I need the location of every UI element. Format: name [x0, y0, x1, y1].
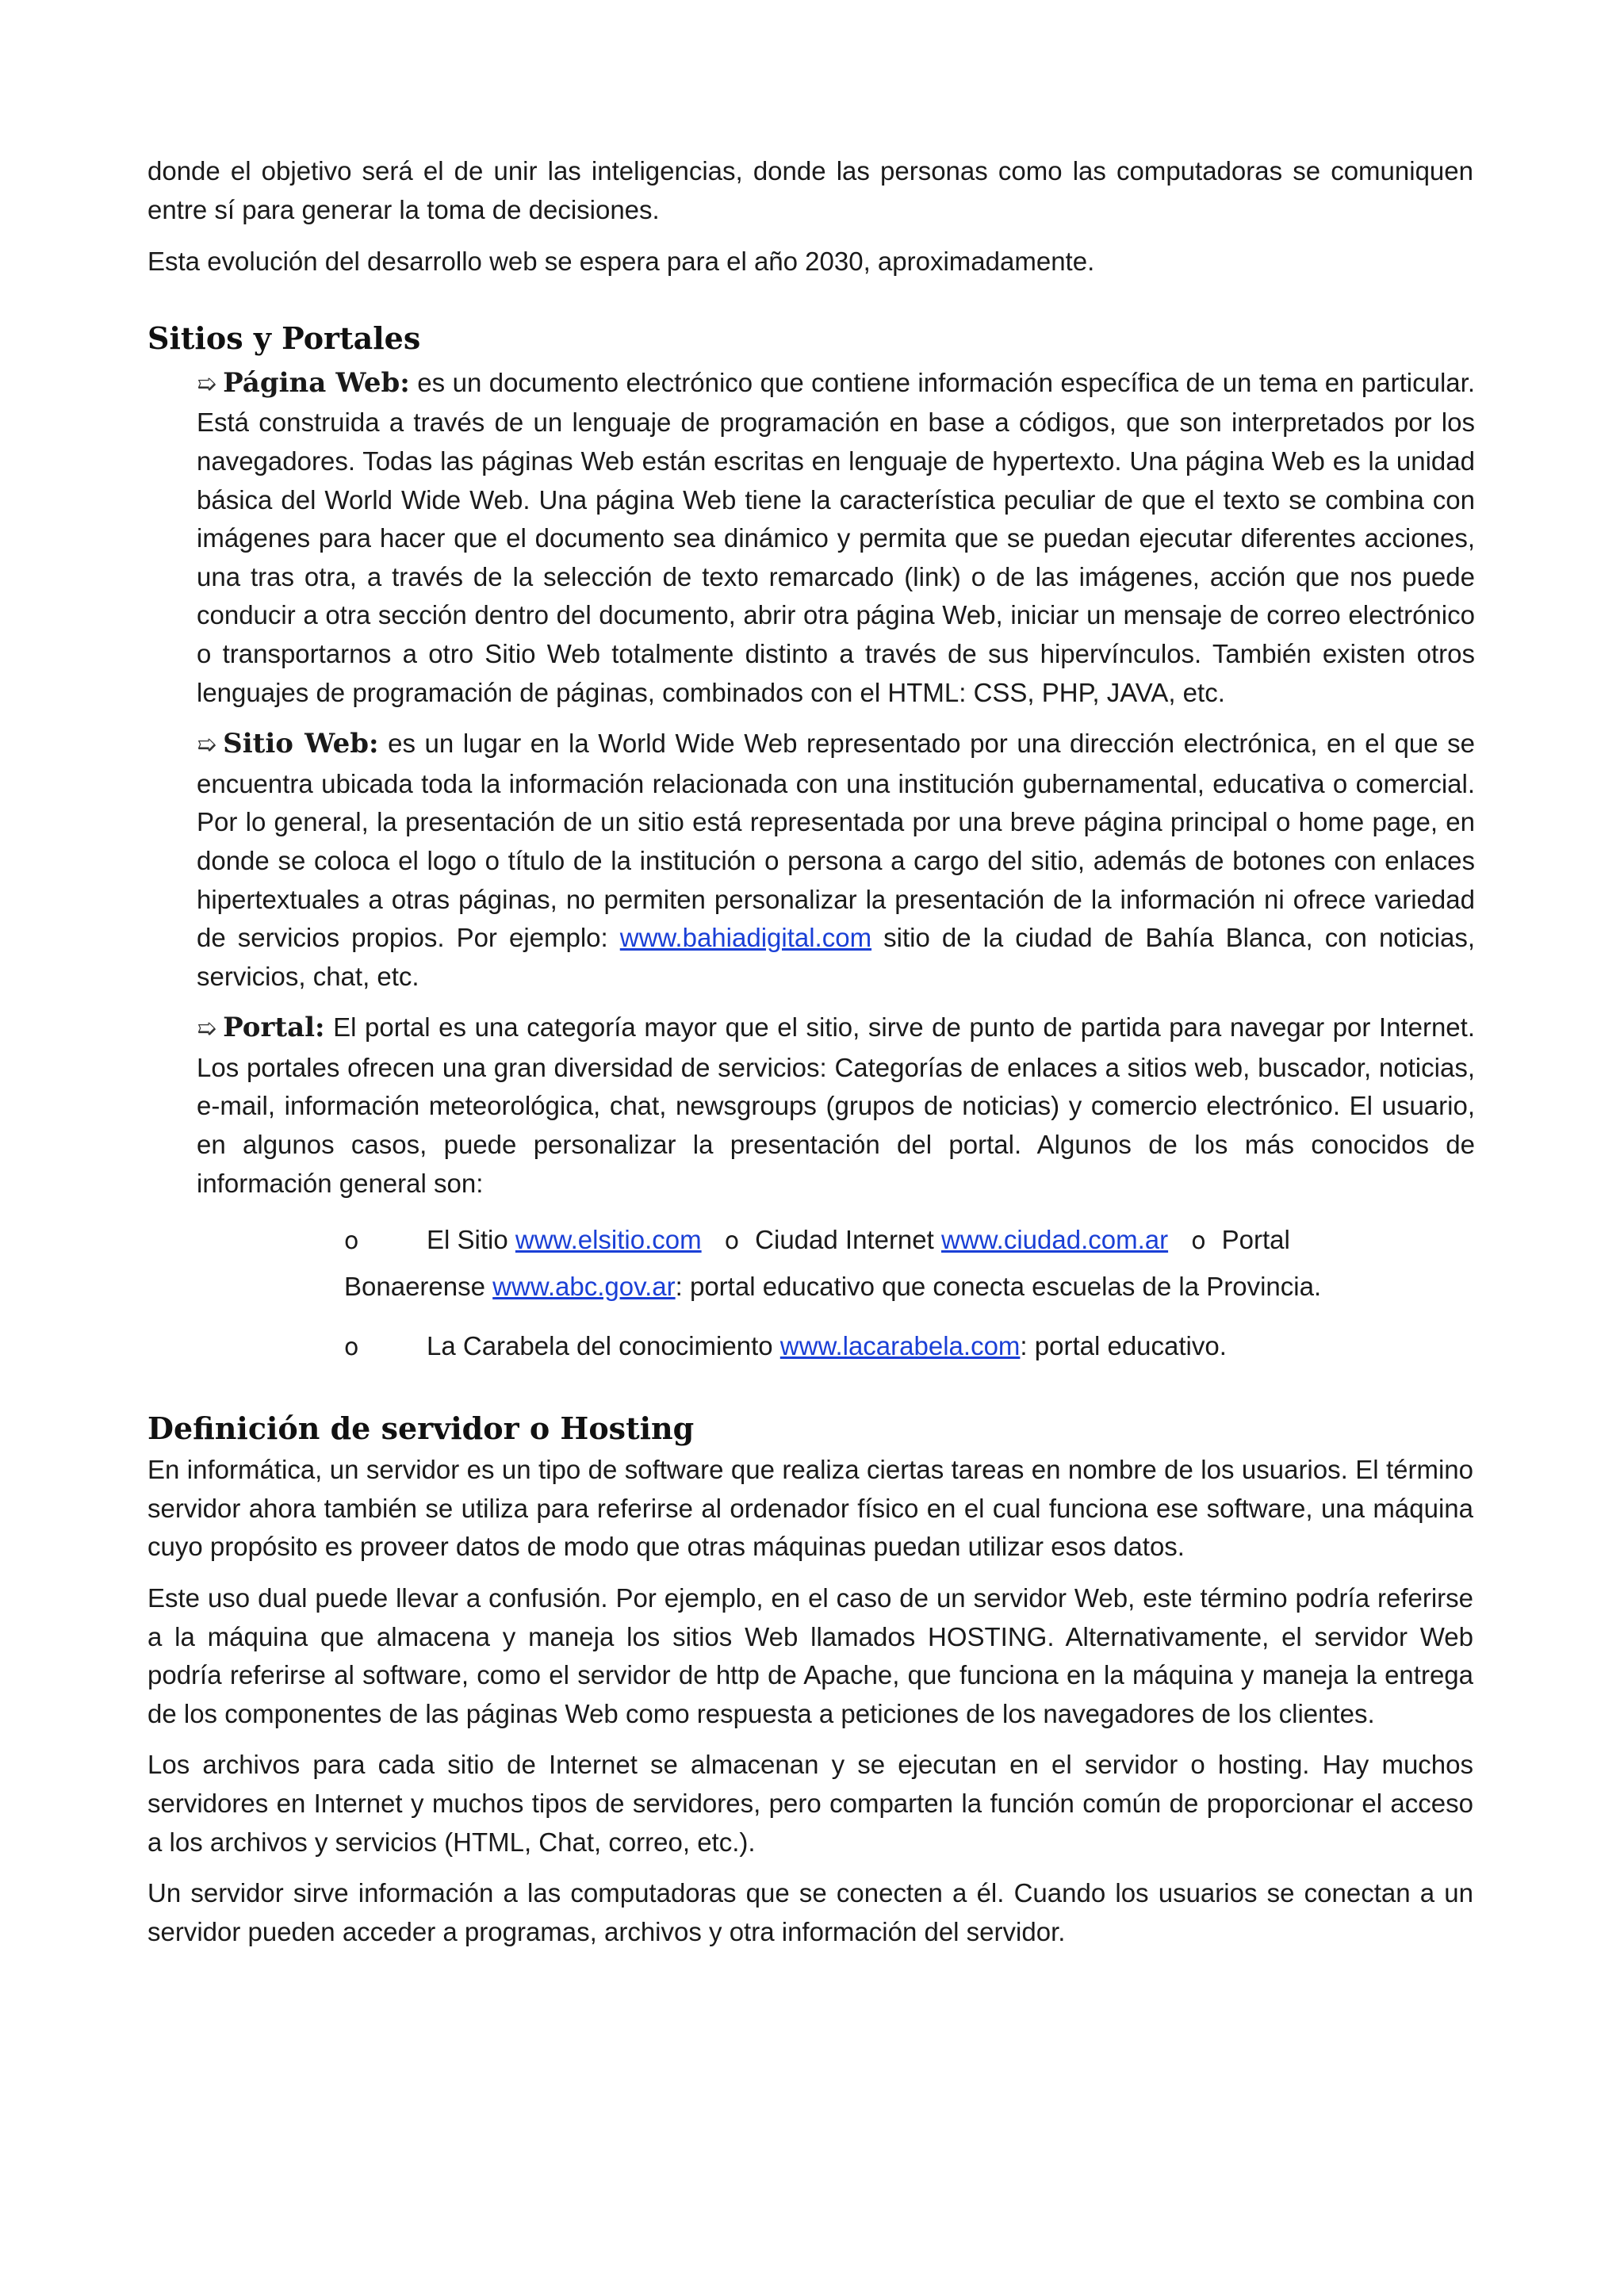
- link-ciudad[interactable]: www.ciudad.com.ar: [940, 1225, 1169, 1255]
- definition-sitio-web-after: sitio de la ciudad de Bahía Blanca, con noticias, servicios, chat, etc.: [197, 923, 1476, 991]
- term-portal: Portal:: [223, 1012, 325, 1044]
- list-item: [344, 1323, 1399, 1370]
- page-content: [147, 152, 1476, 1951]
- list-text: : portal educativo que conecta escuelas de la Provincia.: [675, 1272, 1322, 1302]
- list-item: [344, 1217, 1399, 1309]
- arrow-bullet-icon: ➯: [197, 731, 217, 760]
- entry-sitio-web: [197, 725, 1475, 996]
- circle-bullet-icon: o: [724, 1227, 740, 1256]
- arrow-bullet-icon: ➯: [197, 1015, 217, 1043]
- entry-portal: [197, 1008, 1475, 1203]
- term-sitio-web: Sitio Web:: [223, 728, 379, 760]
- intro-paragraph-2: Esta evolución del desarrollo web se espera para el año 2030, aproximadamente.: [147, 247, 1095, 277]
- list-text: : portal educativo.: [1020, 1331, 1227, 1361]
- circle-bullet-icon: o: [1191, 1227, 1206, 1256]
- list-text: Ciudad Internet: [755, 1225, 934, 1255]
- servidor-paragraph-3: Los archivos para cada sitio de Internet se almacenan y se ejecutan en el servidor o hosting. Hay muchos servidores en Internet y muchos tipos de servidores, pero comparten la función común de proporcionar el acceso a los archivos y servicios (HTML, Chat, correo, etc.).: [147, 1750, 1473, 1857]
- term-pagina-web: Página Web:: [223, 366, 410, 399]
- link-lacarabela[interactable]: www.lacarabela.com: [779, 1331, 1021, 1361]
- link-elsitio[interactable]: www.elsitio.com: [515, 1225, 702, 1255]
- servidor-paragraph-4: Un servidor sirve información a las computadoras que se conecten a él. Cuando los usuarios se conectan a un servidor pueden acceder a programas, archivos y otra información del servidor.: [147, 1878, 1473, 1946]
- section-heading-sitios: Sitios y Portales: [147, 320, 421, 356]
- entry-pagina-web: [197, 364, 1475, 712]
- link-abc[interactable]: www.abc.gov.ar: [492, 1272, 676, 1302]
- intro-paragraph-1: donde el objetivo será el de unir las inteligencias, donde las personas como las computadoras se comuniquen entre sí para generar la toma de decisiones.: [147, 156, 1473, 224]
- list-text: La Carabela del conocimiento: [427, 1331, 773, 1361]
- servidor-paragraph-2: Este uso dual puede llevar a confusión. Por ejemplo, en el caso de un servidor Web, este término podría referirse a la máquina que almacena y maneja los sitios Web llamados HOSTING. Alternativamente, el servidor Web podría referirse al software, como el servidor de http de Apache, que funciona en la máquina y maneja la entrega de los componentes de las páginas Web como respuesta a peticiones de los navegadores de los clientes.: [147, 1583, 1473, 1728]
- definition-pagina-web: es un documento electrónico que contiene información específica de un tema en particular. Está construida a través de un lenguaje de programación en base a códigos, que son interpretados por los navegadores. Todas las páginas Web están escritas en lenguaje de hypertexto. Una página Web es la unidad básica del World Wide Web. Una página Web tiene la característica peculiar de que el texto se combina con imágenes para hacer que el documento sea dinámico y permita que se puedan ejecutar diferentes acciones, una tras otra, a través de la selección de texto remarcado (link) o de las imágenes, acción que nos puede conducir a otra sección dentro del documento, abrir otra página Web, iniciar un mensaje de correo electrónico o transportarnos a otro Sitio Web totalmente distinto a través de sus hipervínculos. También existen otros lenguajes de programación de páginas, combinados con el HTML: CSS, PHP, JAVA, etc.: [197, 367, 1475, 707]
- list-text: El Sitio: [427, 1225, 508, 1255]
- definition-sitio-web: es un lugar en la World Wide Web representado por una dirección electrónica, en el que se encuentra ubicada toda la información relacionada con una institución gubernamental, educativa o comercial. Por lo general, la presentación de un sitio está representada por una breve página principal o home page, en donde se coloca el logo o título de la institución o persona a cargo del sitio, además de botones con enlaces hipertextuales a otras páginas, no permiten personalizar la presentación de la información ni ofrece variedad de servicios propios. Por ejemplo:: [197, 729, 1475, 953]
- circle-bullet-icon: o: [344, 1227, 359, 1256]
- list-text: Portal Bonaerense: [344, 1225, 1290, 1302]
- definition-portal: El portal es una categoría mayor que el sitio, sirve de punto de partida para navegar por Internet. Los portales ofrecen una gran diversidad de servicios: Categorías de enlaces a sitios web, buscador, noticias, e-mail, información meteorológica, chat, newsgroups (grupos de noticias) y comercio electrónico. El usuario, en algunos casos, puede personalizar la presentación del portal. Algunos de los más conocidos de información general son:: [197, 1012, 1475, 1198]
- circle-bullet-icon: o: [344, 1334, 359, 1362]
- arrow-bullet-icon: ➯: [197, 369, 217, 398]
- servidor-paragraph-1: En informática, un servidor es un tipo de software que realiza ciertas tareas en nombre de los usuarios. El término servidor ahora también se utiliza para referirse al ordenador físico en el cual funciona ese software, una máquina cuyo propósito es proveer datos de modo que otras máquinas puedan utilizar esos datos.: [147, 1455, 1473, 1562]
- link-bahiadigital[interactable]: www.bahiadigital.com: [619, 923, 872, 953]
- section-heading-servidor: Definición de servidor o Hosting: [147, 1410, 695, 1447]
- portal-list: [344, 1217, 1399, 1370]
